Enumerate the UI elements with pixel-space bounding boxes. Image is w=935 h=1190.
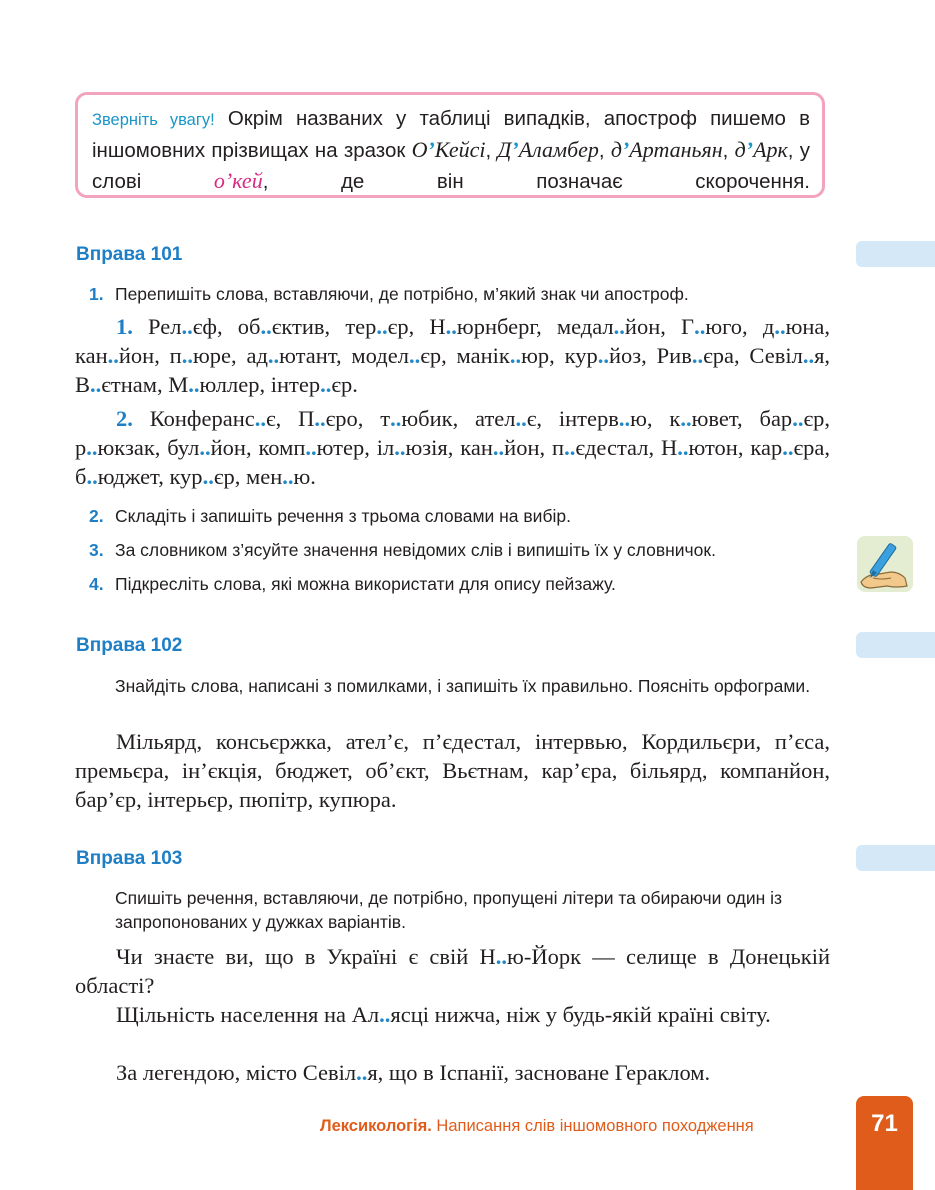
word-fragment: єр, манік [420,343,510,368]
word-fragment: ювет, бар [691,406,793,431]
gap-dots: .. [677,435,689,460]
word-fragment: юре, ад [192,343,268,368]
gap-dots: .. [282,464,294,489]
word-fragment: є, інтерв [526,406,619,431]
word-fragment: єтнам, М [101,372,189,397]
gap-dots: .. [376,314,388,339]
word-fragment: єктив, тер [271,314,377,339]
exercise-103-instruction: Спишіть речення, вставляючи, де потрібно, пропущені літери та обираючи один із запропонованих у дужках варіантів. [115,888,783,932]
gap-dots: .. [408,343,421,368]
gap-dots: .. [802,343,815,368]
exercise-101-title: Вправа 101 [76,244,183,265]
task-4: 4. Підкресліть слова, які можна використати для опису пейзажу. [89,574,616,594]
word-fragment: йон, комп [210,435,306,460]
exercise-102-instruction: Знайдіть слова, написані з помилками, і запишіть їх правильно. Поясніть орфограми. [115,676,811,696]
word-fragment: юзія, кан [405,435,493,460]
word-fragment: Рел [132,314,182,339]
exercise-102-words: Мільярд, консьєржка, ател’є, п’єдестал, інтервью, Кордильєри, п’єса, премьєра, ін’єкція, бюджет, об’єкт, Вьєтнам, кар’єра, більярд, компанйон, бар’єр, інтерьєр, пюпітр, купюра. [75,729,830,812]
word-list-2: 2. Конферанс..є, П..єро, т..юбик, ател..є, інтерв..ю, к..ювет, бар..єр, р..юкзак, бул..йон, комп..ютер, іл..юзія, кан..йон, п..єдестал, Н..ютон, кар..єра, б..юджет, кур..єр, мен..ю. [75,406,830,489]
gap-dots: .. [774,314,786,339]
gap-dots: .. [267,343,280,368]
word-fragment: йон, Г [624,314,695,339]
word-fragment: єро, т [325,406,391,431]
word-fragment: юр, кур [521,343,598,368]
task-3: 3. За словником з’ясуйте значення невідомих слів і випишіть їх у словничок. [89,540,716,560]
sentence-1: Чи знаєте ви, що в Україні є свій Н..ю-Йорк — селище в Донецькій області? [75,944,830,998]
word-fragment: юбик, ател [401,406,516,431]
word-fragment: єф, об [192,314,261,339]
footer-title: Лексикологія. Написання слів іншомовного походження [320,1117,754,1135]
gap-dots: .. [782,435,794,460]
example-name: Д’Аламбер [497,137,599,162]
gap-dots: .. [314,406,326,431]
gap-dots: .. [694,314,706,339]
gap-dots: .. [597,343,609,368]
gap-dots: .. [680,406,692,431]
gap-dots: .. [390,406,402,431]
word-fragment: єр, Н [387,314,446,339]
word-fragment: юджет, кур [97,464,203,489]
gap-dots: .. [305,435,317,460]
word-fragment: юкзак, бул [97,435,200,460]
gap-dots: .. [564,435,576,460]
note-text: Зверніть увагу! Окрім названих у таблиці випадків, апостроф пишемо в іншомовних прізвищах на зразок О’Кейсі, Д’Аламбер, д’Артаньян, д’Арк, у слові о’кей, де він позначає скорочення. [92,107,810,193]
task-1: 1. Перепишіть слова, вставляючи, де потрібно, м’який знак чи апостроф. [89,284,689,304]
word-fragment: юго, д [705,314,775,339]
gap-dots: .. [107,343,119,368]
gap-dots: .. [181,314,193,339]
margin-tab [856,845,935,871]
gap-dots: .. [792,406,804,431]
sentence-2: Щільність населення на Ал..ясці нижча, ніж у будь-якій країні світу. [116,1002,771,1027]
word-fragment: єр, р [75,406,830,460]
gap-dots: .. [691,343,704,368]
word-fragment: ютер, іл [316,435,395,460]
gap-dots: .. [260,314,272,339]
word-fragment: юна, кан [75,314,831,368]
word-fragment: йон, п [118,343,182,368]
sentence-3: За легендою, місто Севіл..я, що в Іспанії, засноване Гераклом. [116,1060,711,1085]
gap-dots: .. [509,343,522,368]
margin-tab [856,632,935,658]
gap-dots: .. [181,343,193,368]
example-name: д’Арк [734,137,788,162]
word-fragment: ю, к [630,406,681,431]
gap-dots: .. [492,435,505,460]
gap-dots: .. [445,314,457,339]
gap-dots: .. [394,435,406,460]
word-fragment: ютон, кар [688,435,783,460]
word-fragment: єр, мен [213,464,283,489]
word-fragment: єра, Севіл [703,343,803,368]
gap-dots: .. [86,464,98,489]
gap-dots: .. [613,314,625,339]
word-fragment: юллер, інтер [199,372,321,397]
gap-dots: .. [90,372,102,397]
word-fragment: йон, п [504,435,565,460]
exercise-102-title: Вправа 102 [76,635,183,656]
gap-dots: .. [618,406,631,431]
word-fragment: єр. [331,372,358,397]
gap-dots: .. [320,372,332,397]
word-fragment: єра, б [75,435,830,489]
pencil-hand-icon [857,536,913,592]
gap-dots: .. [254,406,266,431]
example-name: д’Артаньян [610,137,723,162]
exercise-103-title: Вправа 103 [76,848,183,869]
okey-word: о’кей [213,168,263,193]
word-fragment: ю. [293,464,316,489]
word-fragment: юрнберг, медал [456,314,614,339]
word-fragment: єдестал, Н [575,435,678,460]
page-number: 71 [871,1110,898,1137]
word-list-1: 1. Рел..єф, об..єктив, тер..єр, Н..юрнберг, медал..йон, Г..юго, д..юна, кан..йон, п..юре, ад..ютант, модел..єр, манік..юр, кур..йоз, Рив..єра, Севіл..я, В..єтнам, М..юллер, інтер..єр. [75,314,831,397]
page-number-box [856,1096,913,1190]
gap-dots: .. [202,464,214,489]
word-fragment: є, П [265,406,315,431]
word-fragment: я, В [75,343,831,397]
task-2: 2. Складіть і запишіть речення з трьома словами на вибір. [89,506,571,526]
gap-dots: .. [199,435,211,460]
note-lead: Зверніть увагу! [92,111,215,129]
gap-dots: .. [515,406,527,431]
note-box [75,92,825,198]
gap-dots: .. [188,372,200,397]
word-fragment: Конферанс [132,406,255,431]
word-fragment: йоз, Рив [609,343,692,368]
word-fragment: ютант, модел [279,343,409,368]
margin-tab [856,241,935,267]
gap-dots: .. [86,435,98,460]
example-name: О’Кейсі [411,137,486,162]
